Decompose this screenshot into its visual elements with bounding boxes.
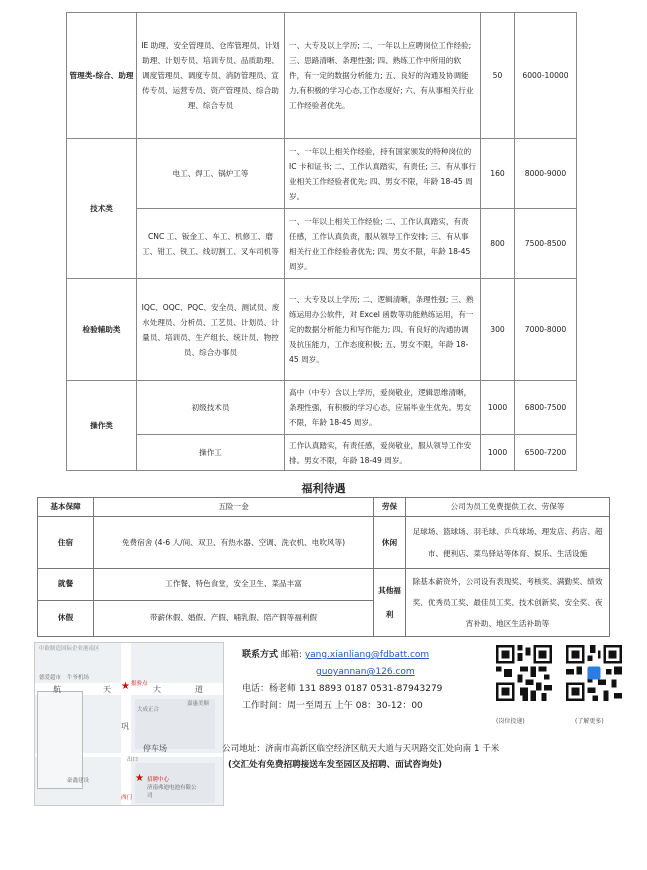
map-label: 德爱超市 <box>39 675 62 681</box>
qr-caption: (了解更多) <box>575 718 604 725</box>
jobs-table <box>66 12 577 471</box>
headcount-cell: 800 <box>481 209 515 279</box>
map-label: 济南弗迪电池有限公司 <box>147 785 197 799</box>
map-road-label: 巩 <box>121 722 129 731</box>
map-label: 大成正合 <box>137 707 160 713</box>
table-row <box>67 381 577 435</box>
map-road-label: 大 <box>153 685 161 694</box>
map-road-label: 道 <box>195 685 203 694</box>
table-row <box>38 569 610 601</box>
job-apply-qr-code[interactable] <box>496 645 552 701</box>
email-link-2[interactable]: guoyannan@126.com <box>316 667 415 677</box>
map-label: 出口 <box>127 757 139 763</box>
table-row <box>67 139 577 209</box>
housing-label: 住宿 <box>38 517 94 569</box>
basic-label: 基本保障 <box>38 498 94 517</box>
headcount-cell: 1000 <box>481 381 515 435</box>
requirements-cell: 一、一年以上相关作经验，持有国家颁发的特种岗位的 IC 卡和证书; 二、工作认真踏实，有责任; 三、有从事行业相关工作经验者优先; 四、男女不限，年龄 18-45 周岁。 <box>285 139 481 209</box>
table-row <box>67 209 577 279</box>
headcount-cell: 300 <box>481 279 515 381</box>
email-label: 邮箱: <box>280 650 302 660</box>
housing-value: 免费宿舍 (4-6 人/间、双卫、有热水器、空调、洗衣机、电吹风等) <box>94 517 374 569</box>
positions-cell: IE 助理、安全管理员、仓库管理员、计划助理、计划专员、培训专员、品质助理、调度管理员、调度专员、消防管理员、宣传专员、运营专员、资产管理员、综合助理、综合专员 <box>137 13 285 139</box>
salary-cell: 6000-10000 <box>515 13 577 139</box>
map-label: 报验点 <box>131 681 148 687</box>
requirements-cell: 一、一年以上相关工作经验; 二、工作认真踏实，有责任感，工作认真负责，服从领导工作安排; 三、有从事相关行业工作经验者优先; 四、男女不限，年龄 18-45 周岁。 <box>285 209 481 279</box>
map-pin-icon: ★ <box>121 681 130 692</box>
email-link-1[interactable]: yang.xianliang@fdbatt.com <box>304 650 430 660</box>
map-road-label: 天 <box>103 685 111 694</box>
qr-caption: (岗位投递) <box>496 718 525 725</box>
requirements-cell: 高中（中专）含以上学历，爱岗敬业，逻辑思维清晰，条理性强，有积极的学习心态，应届毕业生优先。男女不限，年龄 18-45 周岁。 <box>285 381 481 435</box>
labor-value: 公司为员工免费提供工衣、劳保等 <box>406 498 610 517</box>
map-label: 停车场 <box>143 744 167 753</box>
table-row <box>67 435 577 471</box>
category-cell: 操作类 <box>67 381 137 471</box>
dining-value: 工作餐、特色食堂，安全卫生、菜品丰富 <box>94 569 374 601</box>
phone-text: 电话：杨老师 131 8893 0187 0531-87943279 <box>242 684 443 694</box>
benefits-table <box>37 497 610 637</box>
category-cell: 检验辅助类 <box>67 279 137 381</box>
category-cell: 技术类 <box>67 139 137 279</box>
positions-cell: 操作工 <box>137 435 285 471</box>
table-row <box>38 517 610 569</box>
positions-cell: 初级技术员 <box>137 381 285 435</box>
requirements-cell: 工作认真踏实，有责任感，爱岗敬业，服从领导工作安排。男女不限，年龄 18-49 周岁。 <box>285 435 481 471</box>
table-row <box>67 279 577 381</box>
leave-value: 带薪休假、婚假、产假、哺乳假、陪产假等福利假 <box>94 600 374 636</box>
other-label: 其他福利 <box>374 569 406 637</box>
address-block <box>222 741 499 773</box>
map-label: 中欧制造国际企业港南区 <box>39 646 100 652</box>
map-label: 豪鑫建设 <box>67 778 90 784</box>
learn-more-qr-code[interactable] <box>566 645 622 701</box>
leisure-value: 足球场、篮球场、羽毛球、乒乓球场、理发店、药店、超市、便利店、菜鸟驿站等体育、娱乐、生活设施 <box>406 517 610 569</box>
basic-value: 五险一金 <box>94 498 374 517</box>
salary-cell: 6500-7200 <box>515 435 577 471</box>
positions-cell: 电工、焊工、锅炉工等 <box>137 139 285 209</box>
requirements-cell: 一、大专及以上学历; 二、一年以上应聘岗位工作经验; 三、思路清晰、条理性强; 四、熟练工作中所用的软件，有一定的数据分析能力; 五、良好的沟通及协调能力,有积极的学习心态,工作态度好; 六、有从事相关行业工作经验者优先。 <box>285 13 481 139</box>
leisure-label: 休闲 <box>374 517 406 569</box>
map-label: 招聘中心 <box>147 777 170 783</box>
headcount-cell: 160 <box>481 139 515 209</box>
headcount-cell: 1000 <box>481 435 515 471</box>
salary-cell: 8000-9000 <box>515 139 577 209</box>
map-label: 嘉惠美顺 <box>187 701 210 707</box>
shuttle-note: (交汇处有免费招聘接送车发至园区及招聘、面试咨询处) <box>228 760 443 770</box>
address-text: 公司地址：济南市高新区临空经济区航天大道与天巩路交汇处向南 1 千米 <box>222 744 500 754</box>
other-value: 除基本薪资外，公司设有表现奖、考核奖、满勤奖、绩效奖、优秀员工奖、最佳员工奖、技术创新奖、安全奖、夜宵补助、地区生活补助等 <box>406 569 610 637</box>
benefits-title: 福利待遇 <box>301 482 346 495</box>
map-road-label: 航 <box>53 685 61 694</box>
map-label: 西门 <box>121 795 133 801</box>
hours-text: 工作时间：周一至周五 上午 08：30-12：00 <box>242 701 423 711</box>
contact-title: 联系方式 <box>242 650 279 660</box>
salary-cell: 6800-7500 <box>515 381 577 435</box>
positions-cell: CNC 工、钣金工、车工、机修工、磨工、钳工、铣工、线切割工、叉车司机等 <box>137 209 285 279</box>
table-row <box>38 498 610 517</box>
contact-block <box>242 647 442 715</box>
leave-label: 休假 <box>38 600 94 636</box>
salary-cell: 7500-8500 <box>515 209 577 279</box>
location-map <box>34 642 224 806</box>
dining-label: 就餐 <box>38 569 94 601</box>
labor-label: 劳保 <box>374 498 406 517</box>
salary-cell: 7000-8000 <box>515 279 577 381</box>
requirements-cell: 一、大专及以上学历; 二、逻辑清晰，条理性强; 三、熟练运用办公软件，对 Excel 函数等功能熟练运用，有一定的数据分析能力和写作能力; 四、有良好的沟通协调及抗压能力，工作态度积极; 五、男女不限，年龄 18-45 周岁。 <box>285 279 481 381</box>
map-label: 牛爷机场 <box>67 675 90 681</box>
headcount-cell: 50 <box>481 13 515 139</box>
positions-cell: IQC、OQC、PQC、安全员、测试员、废水处理员、分析员、工艺员、计划员、计量员、培训员、生产组长、统计员、物控员、综合办事员 <box>137 279 285 381</box>
table-row <box>67 13 577 139</box>
category-cell: 管理类-综合、助理 <box>67 13 137 139</box>
map-pin-icon: ★ <box>135 773 144 784</box>
